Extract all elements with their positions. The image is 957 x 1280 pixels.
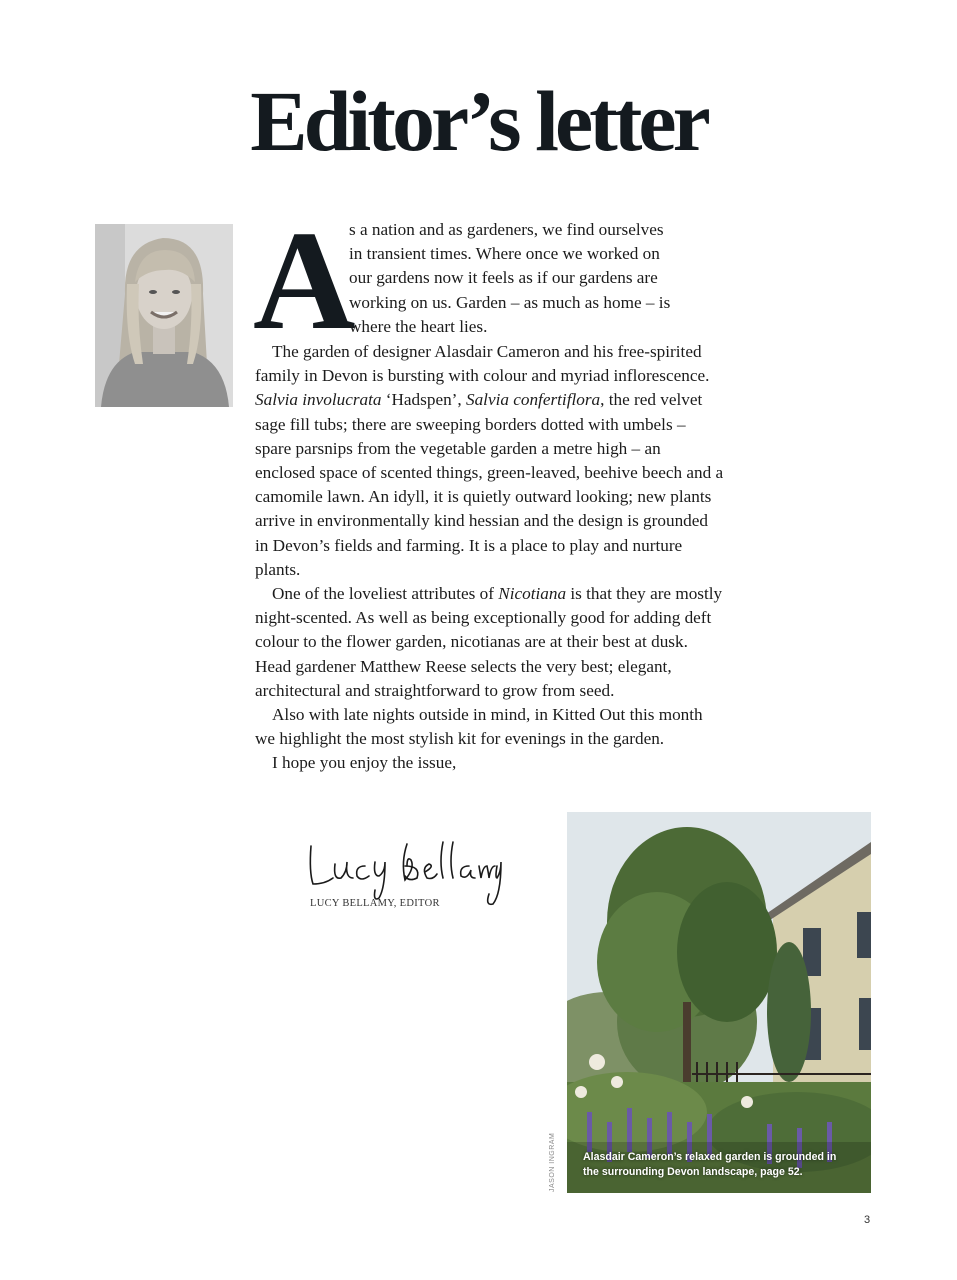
intro-line: s a nation and as gardeners, we find ourselves	[349, 220, 664, 239]
photo-credit: JASON INGRAM	[549, 1132, 556, 1192]
letter-body	[253, 201, 725, 776]
paragraph-garden: The garden of designer Alasdair Cameron and his free-spirited family in Devon is bursting with colour and myriad inflorescence. Salvia involucrata ‘Hadspen’, Salvia confertiflora, the red velvet sage fill tubs; there are sweeping borders dotted with umbels – spare parsnips from the vegetable garden a metre high – an enclosed space of scented things, green-leaved, beehive beech and a camomile lawn. An idyll, it is quietly outward looking; new plants arrive in environmentally kind hessian and the design is grounded in Devon’s fields and farming. It is a place to play and nurture plants.	[255, 342, 724, 579]
intro-line: where the heart lies.	[349, 316, 488, 336]
page-title: Editor’s letter	[250, 73, 707, 169]
paragraph-kitted-out: Also with late nights outside in mind, in Kitted Out this month we highlight the most stylish kit for evenings in the garden.	[255, 705, 703, 749]
drop-cap: A	[253, 201, 356, 359]
page-number: 3	[864, 1214, 871, 1226]
signature-caption: LUCY BELLAMY, EDITOR	[310, 898, 440, 909]
intro-line: working on us. Garden – as much as home – is	[349, 292, 671, 312]
intro-line: in transient times. Where once we worked on	[349, 244, 660, 264]
paragraph-closing: I hope you enjoy the issue,	[272, 753, 457, 773]
photo-caption: Alasdair Cameron’s relaxed garden is grounded in the surrounding Devon landscape, page 52.	[583, 1151, 837, 1178]
paragraph-nicotiana: One of the loveliest attributes of Nicotiana is that they are mostly night-scented. As well as being exceptionally good for adding deft colour to the flower garden, nicotianas are at their best at dusk. Head gardener Matthew Reese selects the very best; elegant, architectural and straightforward to grow from seed.	[255, 584, 723, 700]
garden-photo	[567, 812, 871, 1193]
intro-line: our gardens now it feels as if our gardens are	[349, 268, 658, 288]
editor-portrait	[95, 224, 233, 407]
